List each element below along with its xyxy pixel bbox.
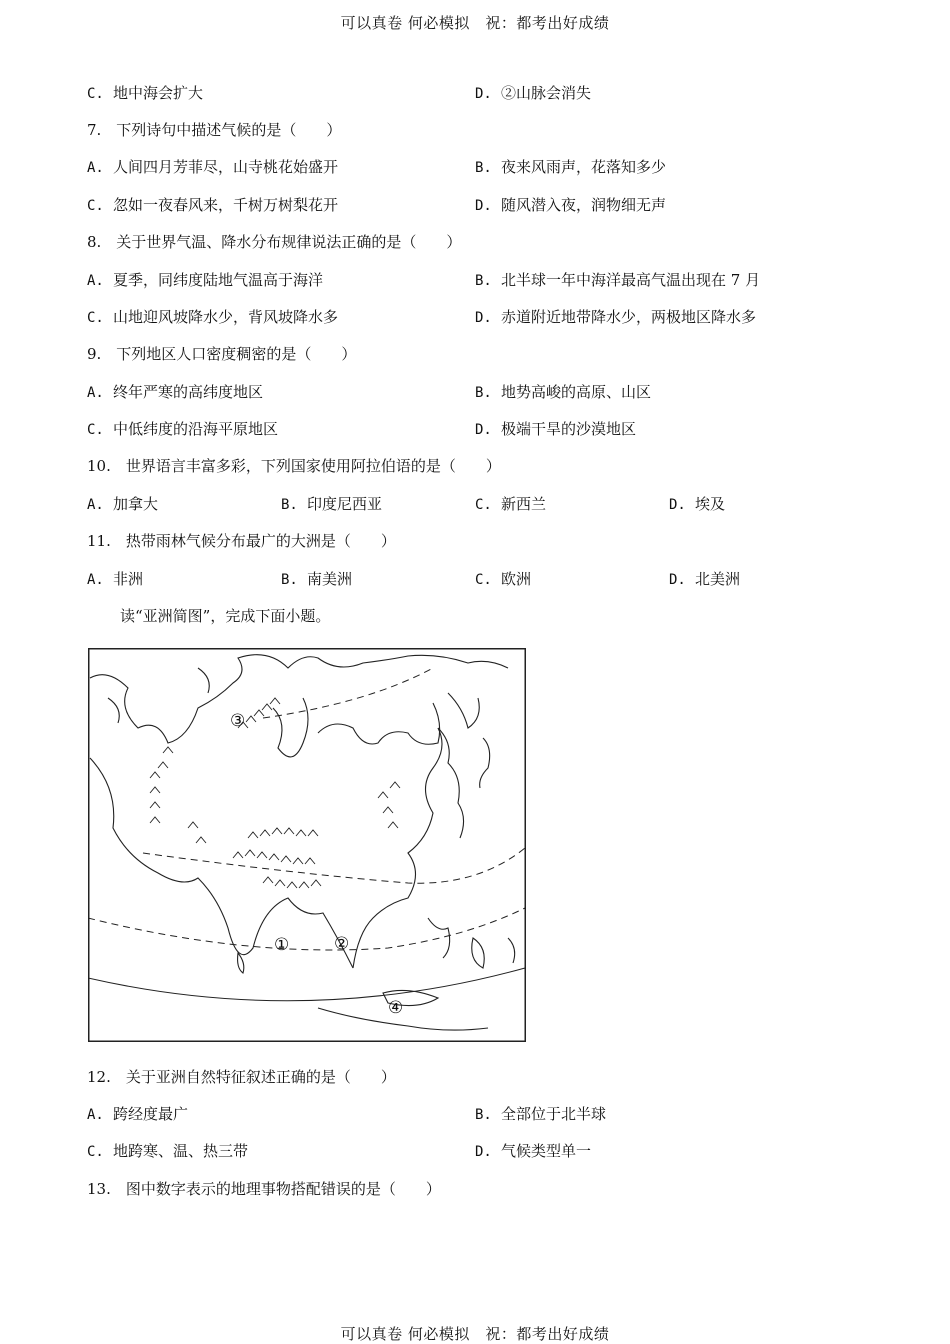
marker-4: ④: [388, 998, 404, 1018]
q8-stem: 8. 关于世界气温、降水分布规律说法正确的是（ ）: [87, 233, 462, 251]
q8-option-b[interactable]: B. 北半球一年中海洋最高气温出现在 7 月: [475, 271, 761, 289]
page-footer: 可以真卷 何必模拟 祝：都考出好成绩: [340, 1325, 610, 1343]
q13-stem: 13. 图中数字表示的地理事物搭配错误的是（ ）: [87, 1180, 441, 1198]
q10-stem: 10. 世界语言丰富多彩，下列国家使用阿拉伯语的是（ ）: [87, 457, 501, 475]
q6-option-d[interactable]: D. ②山脉会消失: [475, 84, 592, 102]
q10-option-a[interactable]: A. 加拿大: [87, 495, 159, 513]
q11-option-c[interactable]: C. 欧洲: [475, 570, 532, 588]
q10-option-d[interactable]: D. 埃及: [669, 495, 726, 513]
q9-option-c[interactable]: C. 中低纬度的沿海平原地区: [87, 420, 279, 438]
q7-option-b[interactable]: B. 夜来风雨声，花落知多少: [475, 158, 667, 176]
map-intro: 读“亚洲简图”，完成下面小题。: [120, 607, 331, 625]
q11-option-a[interactable]: A. 非洲: [87, 570, 144, 588]
q7-stem: 7. 下列诗句中描述气候的是（ ）: [87, 121, 342, 139]
marker-1: ①: [274, 935, 290, 955]
marker-3: ③: [230, 711, 246, 731]
q12-option-c[interactable]: C. 地跨寒、温、热三带: [87, 1142, 249, 1160]
q6-option-c[interactable]: C. 地中海会扩大: [87, 84, 204, 102]
q8-option-a[interactable]: A. 夏季，同纬度陆地气温高于海洋: [87, 271, 324, 289]
q7-option-a[interactable]: A. 人间四月芳菲尽，山寺桃花始盛开: [87, 158, 339, 176]
q10-option-c[interactable]: C. 新西兰: [475, 495, 547, 513]
q12-option-b[interactable]: B. 全部位于北半球: [475, 1105, 607, 1123]
q9-option-a[interactable]: A. 终年严寒的高纬度地区: [87, 383, 264, 401]
page-header: 可以真卷 何必模拟 祝：都考出好成绩: [340, 14, 610, 32]
q8-option-c[interactable]: C. 山地迎风坡降水少，背风坡降水多: [87, 308, 339, 326]
q9-option-b[interactable]: B. 地势高峻的高原、山区: [475, 383, 652, 401]
q12-option-d[interactable]: D. 气候类型单一: [475, 1142, 592, 1160]
q7-option-c[interactable]: C. 忽如一夜春风来，千树万树梨花开: [87, 196, 339, 214]
q12-option-a[interactable]: A. 跨经度最广: [87, 1105, 189, 1123]
marker-2: ②: [334, 934, 350, 954]
q11-option-b[interactable]: B. 南美洲: [281, 570, 353, 588]
asia-sketch-map: [88, 648, 526, 1042]
q11-stem: 11. 热带雨林气候分布最广的大洲是（ ）: [87, 532, 396, 550]
q8-option-d[interactable]: D. 赤道附近地带降水少，两极地区降水多: [475, 308, 757, 326]
q12-stem: 12. 关于亚洲自然特征叙述正确的是（ ）: [87, 1068, 396, 1086]
q9-option-d[interactable]: D. 极端干旱的沙漠地区: [475, 420, 637, 438]
q7-option-d[interactable]: D. 随风潜入夜，润物细无声: [475, 196, 667, 214]
q11-option-d[interactable]: D. 北美洲: [669, 570, 741, 588]
q9-stem: 9. 下列地区人口密度稠密的是（ ）: [87, 345, 357, 363]
q10-option-b[interactable]: B. 印度尼西亚: [281, 495, 383, 513]
